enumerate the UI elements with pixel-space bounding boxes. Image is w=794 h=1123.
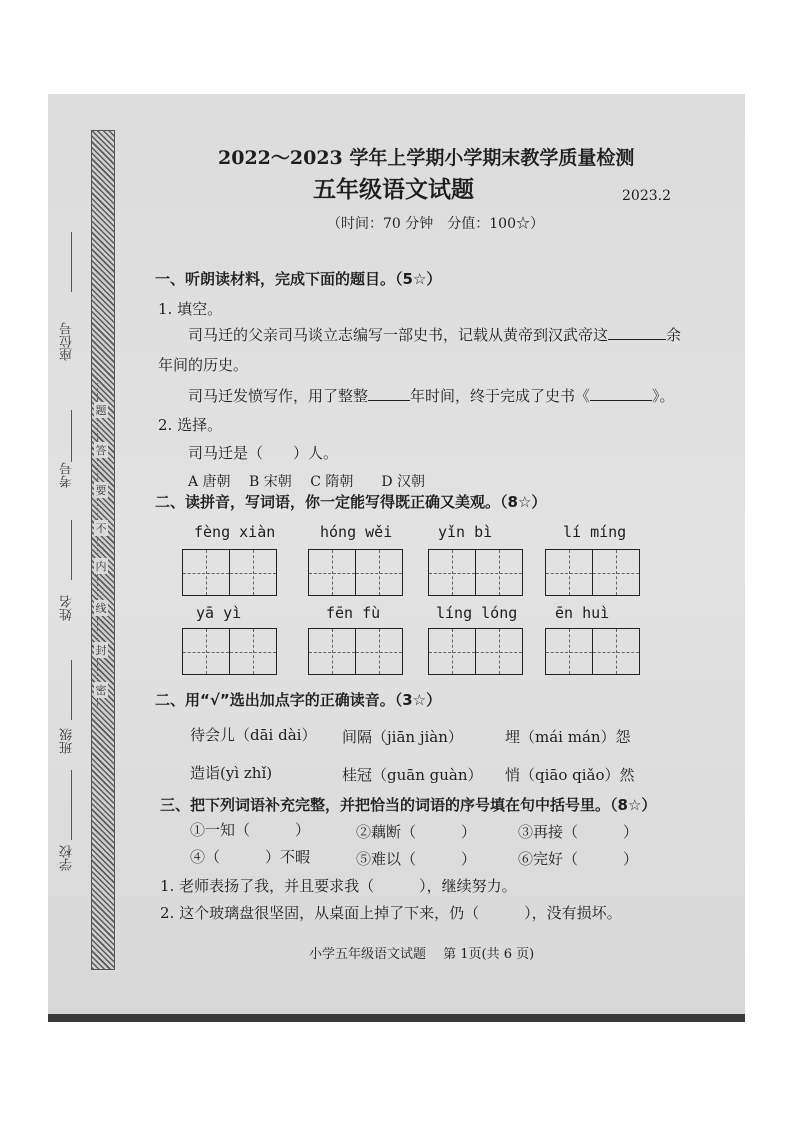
section-1-heading: 一、听朗读材料，完成下面的题目。（5☆） [155, 270, 442, 288]
writing-grid[interactable] [428, 628, 523, 675]
q2-text: 司马迁是（ ）人。 [188, 444, 339, 462]
writing-grid[interactable] [428, 549, 523, 596]
class-label: 班级 [60, 728, 75, 754]
exam-subtitle: 五年级语文试题 [313, 176, 474, 203]
seat-underline [71, 232, 72, 292]
seal-char: 要 [95, 484, 107, 497]
school-underline [71, 770, 72, 840]
pinyin: ēn huì [555, 604, 610, 622]
q1-line-2: 年间的历史。 [158, 356, 249, 374]
pinyin: hóng wěi [320, 523, 393, 541]
answer-blank[interactable] [368, 386, 410, 401]
idiom-item[interactable]: ③再接（ ） [518, 823, 639, 841]
pinyin: fēn fù [326, 604, 381, 622]
answer-blank[interactable] [590, 386, 652, 401]
idiom-item[interactable]: ⑥完好（ ） [518, 850, 639, 868]
idiom-item[interactable]: ②藕断（ ） [356, 823, 477, 841]
binding-strip [91, 130, 115, 970]
pronunciation-item[interactable]: 待会儿（dāi dài） [190, 726, 317, 744]
scan-edge [48, 1014, 745, 1022]
pronunciation-item[interactable]: 悄（qiāo qiǎo）然 [505, 766, 635, 784]
sentence-1: 1. 老师表扬了我，并且要求我（ ），继续努力。 [160, 877, 517, 895]
section-2-heading: 二、读拼音，写词语，你一定能写得既正确又美观。（8☆） [155, 493, 547, 511]
exam-date: 2023.2 [622, 188, 671, 204]
sentence-2: 2. 这个玻璃盘很坚固，从桌面上掉了下来，仍（ ），没有损坏。 [160, 904, 622, 922]
page-footer: 小学五年级语文试题 第 1页(共 6 页) [309, 947, 535, 962]
name-label: 姓名 [60, 595, 75, 621]
seal-char: 内 [95, 560, 107, 573]
writing-grid[interactable] [182, 628, 277, 675]
writing-grid[interactable] [308, 628, 403, 675]
q1-line-3: 司马迁发愤写作，用了整整 年时间，终于完成了史书《 》。 [188, 387, 675, 405]
pinyin: yā yì [196, 604, 242, 622]
exam-title: 2022～2023 学年上学期小学期末教学质量检测 [218, 147, 635, 169]
seal-char: 题 [95, 404, 107, 417]
seat-number-label: 座位号 [60, 322, 75, 361]
writing-grid[interactable] [308, 549, 403, 596]
exam-number-label: 考号 [60, 462, 75, 488]
pinyin: fèng xiàn [194, 523, 276, 541]
q1-label: 1. 填空。 [158, 300, 223, 318]
seal-char: 线 [95, 602, 107, 615]
pinyin: lí míng [563, 523, 627, 541]
class-underline [71, 660, 72, 720]
section-3-heading: 二、用“√”选出加点字的正确读音。（3☆） [155, 691, 442, 709]
seal-char: 答 [95, 444, 107, 457]
writing-grid[interactable] [182, 549, 277, 596]
seal-char: 不 [95, 522, 107, 535]
q2-options: A 唐朝 B 宋朝 C 隋朝 D 汉朝 [188, 474, 426, 490]
school-label: 学校 [60, 845, 75, 871]
seal-char: 密 [95, 684, 107, 697]
exam-meta: （时间：70 分钟 分值：100☆） [327, 216, 544, 232]
pronunciation-item[interactable]: 桂冠（guān guàn） [342, 766, 483, 784]
section-4-heading: 三、把下列词语补充完整，并把恰当的词语的序号填在句中括号里。（8☆） [160, 796, 657, 814]
q2-label: 2. 选择。 [158, 416, 223, 434]
name-underline [71, 520, 72, 580]
pinyin: líng lóng [436, 604, 518, 622]
idiom-item[interactable]: ⑤难以（ ） [356, 850, 477, 868]
pronunciation-item[interactable]: 造诣(yì zhǐ) [190, 764, 273, 782]
exam-number-underline [71, 410, 72, 462]
idiom-item[interactable]: ①一知（ ） [190, 821, 311, 839]
pinyin: yǐn bì [438, 523, 493, 541]
q1-line-1: 司马迁的父亲司马谈立志编写一部史书，记载从黄帝到汉武帝这 余 [188, 326, 682, 344]
seal-char: 封 [95, 644, 107, 657]
pronunciation-item[interactable]: 埋（mái mán）怨 [505, 728, 631, 746]
idiom-item[interactable]: ④（ ）不暇 [190, 848, 311, 866]
answer-blank[interactable] [608, 325, 666, 340]
writing-grid[interactable] [545, 628, 640, 675]
writing-grid[interactable] [545, 549, 640, 596]
pronunciation-item[interactable]: 间隔（jiān jiàn） [342, 728, 463, 746]
